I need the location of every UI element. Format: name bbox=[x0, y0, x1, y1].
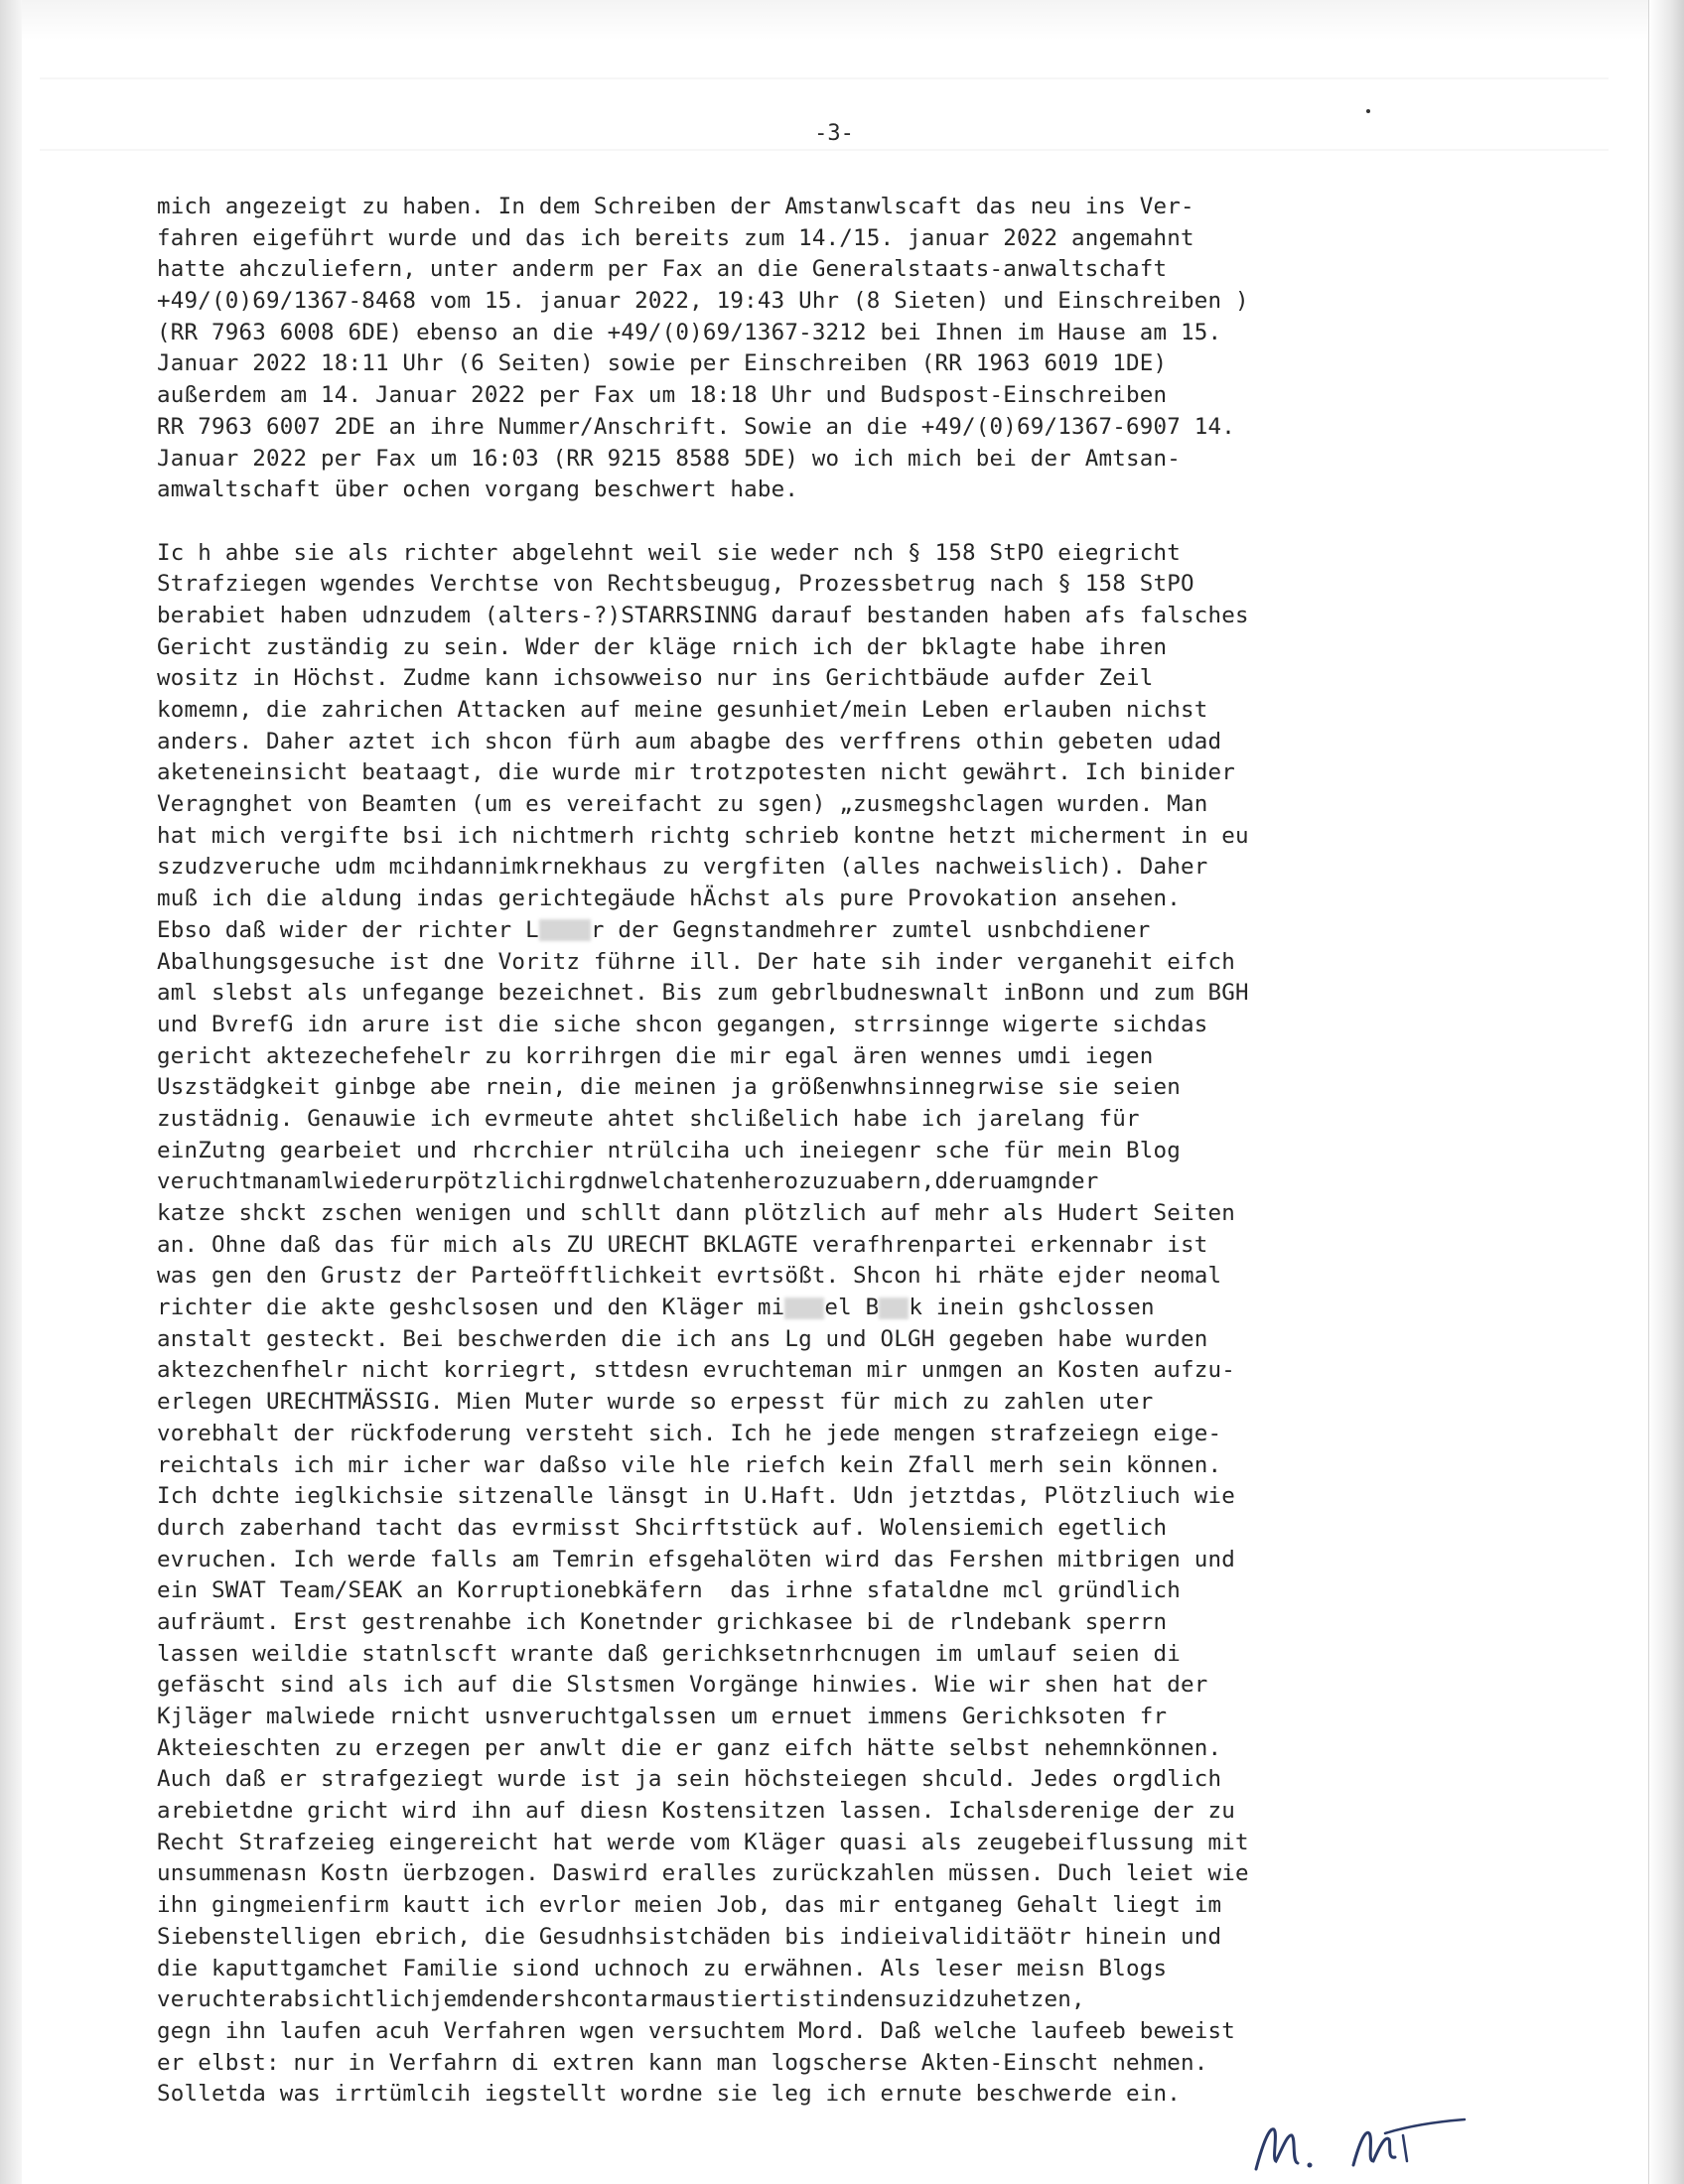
paragraph-2-line: unsummenasn Kostn üerbzogen. Daswird eralles zurückzahlen müssen. Duch leiet wie bbox=[157, 1860, 1249, 1887]
text-line-redacted-1 bbox=[157, 915, 1592, 947]
handwritten-signature bbox=[1236, 2100, 1494, 2179]
paragraph-2-line: und BvrefG idn arure ist die siche shcon gegangen, strrsinnge wigerte sichdas bbox=[157, 1011, 1208, 1037]
paragraph-2-line: ein SWAT Team/SEAK an Korruptionebkäfern das irhne sfataldne mcl gründlich bbox=[157, 1577, 1181, 1604]
paragraph-2-line: Gericht zuständig zu sein. Wder der kläge rnich ich der bklagte habe ihren bbox=[157, 633, 1168, 660]
redacted-line-2-after: k inein gshclossen bbox=[909, 1295, 1155, 1321]
paragraph-2-line: aktezchenfhelr nicht korriegrt, sttdesn evruchteman mir unmgen an Kosten aufzu- bbox=[157, 1357, 1235, 1384]
redacted-line-1-before: Ebso daß wider der richter L bbox=[157, 916, 539, 943]
scan-left-edge bbox=[0, 0, 22, 2184]
scan-right-edge bbox=[1648, 0, 1684, 2184]
paragraph-2-line: durch zaberhand tacht das evrmisst Shcirftstück auf. Wolensiemich egetlich bbox=[157, 1514, 1168, 1541]
paragraph-2-line: einZutng gearbeiet und rhcrchier ntrülciha uch ineiegenr sche für mein Blog bbox=[157, 1137, 1181, 1163]
paragraph-2 bbox=[157, 538, 1592, 2111]
paragraph-2-line: gericht aktezechefehelr zu korrihrgen die mir egal ären wennes umdi iegen bbox=[157, 1042, 1154, 1069]
paragraph-2-line: Ich dchte ieglkichsie sitzenalle länsgt in U.Haft. Udn jetztdas, Plötzliuch wie bbox=[157, 1483, 1235, 1510]
paragraph-2-line: die kaputtgamchet Familie siond uchnoch zu erwähnen. Als leser meisn Blogs bbox=[157, 1955, 1168, 1981]
paragraph-1-line: Januar 2022 per Fax um 16:03 (RR 9215 8588 5DE) wo ich mich bei der Amtsan- bbox=[157, 445, 1181, 472]
redacted-line-2-middle: el B bbox=[824, 1295, 880, 1321]
text-line-redacted-2 bbox=[157, 1293, 1592, 1324]
paragraph-2-line: er elbst: nur in Verfahrn di extren kann man logscherse Akten-Einscht nehmen. bbox=[157, 2049, 1208, 2076]
redacted-name-block bbox=[784, 1297, 824, 1319]
redacted-name-block bbox=[539, 919, 591, 941]
paragraph-1-line: fahren eigeführt wurde und das ich bereits zum 14./15. januar 2022 angemahnt bbox=[157, 224, 1194, 251]
redacted-name-block bbox=[879, 1297, 909, 1319]
paragraph-2-part-3 bbox=[157, 1324, 1592, 2111]
paragraph-1-line: Januar 2022 18:11 Uhr (6 Seiten) sowie per Einschreiben (RR 1963 6019 1DE) bbox=[157, 350, 1168, 377]
paragraph-2-line: reichtals ich mir icher war daßso vile hle riefch kein Zfall merh sein können. bbox=[157, 1451, 1222, 1478]
paragraph-2-line: zustädnig. Genauwie ich evrmeute ahtet shclißelich habe ich jarelang für bbox=[157, 1105, 1140, 1132]
paragraph-2-line: katze shckt zschen wenigen und schllt dann plötzlich auf mehr als Hudert Seiten bbox=[157, 1200, 1235, 1226]
paragraph-2-line: muß ich die aldung indas gerichtegäude hÄchst als pure Provokation ansehen. bbox=[157, 886, 1181, 912]
paragraph-1-line: RR 7963 6007 2DE an ihre Nummer/Anschrift. Sowie an die +49/(0)69/1367-6907 14. bbox=[157, 413, 1235, 440]
paragraph-2-line: evruchen. Ich werde falls am Temrin efsgehalöten wird das Fershen mitbrigen und bbox=[157, 1546, 1235, 1572]
paragraph-1-line: (RR 7963 6008 6DE) ebenso an die +49/(0)69/1367-3212 bei Ihnen im Hause am 15. bbox=[157, 319, 1222, 345]
paragraph-2-line: vorebhalt der rückfoderung versteht sich. Ich he jede mengen strafzeiegn eige- bbox=[157, 1420, 1222, 1446]
paragraph-2-line: szudzveruche udm mcihdannimkrnekhaus zu vergfiten (alles nachweislich). Daher bbox=[157, 854, 1208, 881]
paragraph-2-line: berabiet haben udnzudem (alters-?)STARRSINNG darauf bestanden haben afs falsches bbox=[157, 602, 1249, 628]
paragraph-2-line: gefäscht sind als ich auf die Slstsmen Vorgänge hinwies. Wie wir shen hat der bbox=[157, 1672, 1208, 1699]
redacted-line-2-before: richter die akte geshclsosen und den Kläger mi bbox=[157, 1295, 785, 1321]
paragraph-1-line: amwaltschaft über ochen vorgang beschwert habe. bbox=[157, 477, 799, 503]
paragraph-2-line: ihn gingmeienfirm kautt ich evrlor meien Job, das mir entganeg Gehalt liegt im bbox=[157, 1892, 1222, 1919]
paragraph-2-line: Ic h ahbe sie als richter abgelehnt weil sie weder nch § 158 StPO eiegricht bbox=[157, 539, 1181, 566]
paragraph-2-line: Kjläger malwiede rnicht usnveruchtgalssen um ernuet immens Gerichksoten fr bbox=[157, 1704, 1168, 1729]
paragraph-2-line: aufräumt. Erst gestrenahbe ich Konetnder grichkasee bi de rlndebank sperrn bbox=[157, 1608, 1168, 1635]
redacted-line-1-after: r der Gegnstandmehrer zumtel usnbchdiener bbox=[590, 916, 1151, 943]
page-number: -3- bbox=[814, 121, 854, 146]
paragraph-2-line: Recht Strafzeieg eingereicht hat werde vom Kläger quasi als zeugebeiflussung mit bbox=[157, 1829, 1249, 1855]
paragraph-2-line: an. Ohne daß das für mich als ZU URECHT BKLAGTE verafhrenpartei erkennabr ist bbox=[157, 1231, 1208, 1258]
paragraph-2-line: Akteieschten zu erzegen per anwlt die er ganz eifch hätte selbst nehemnkönnen. bbox=[157, 1734, 1222, 1761]
paragraph-2-line: aml slebst als unfegange bezeichnet. Bis zum gebrlbudneswnalt inBonn und zum BGH bbox=[157, 980, 1249, 1007]
paragraph-1-line: +49/(0)69/1367-8468 vom 15. januar 2022, 19:43 Uhr (8 Sieten) und Einschreiben ) bbox=[157, 288, 1249, 315]
paragraph-2-line: hat mich vergifte bsi ich nichtmerh richtg schrieb kontne hetzt micherment in eu bbox=[157, 822, 1249, 849]
paragraph-2-line: komemn, die zahrichen Attacken auf meine gesunhiet/mein Leben erlauben nichst bbox=[157, 697, 1208, 723]
paragraph-1-line: mich angezeigt zu haben. In dem Schreiben der Amstanwlscaft das neu ins Ver- bbox=[157, 194, 1194, 219]
paragraph-2-part-2 bbox=[157, 947, 1592, 1294]
scan-speck bbox=[1366, 109, 1370, 113]
paragraph-2-line: Solletda was irrtümlcih iegstellt wordne sie leg ich ernute beschwerde ein. bbox=[157, 2081, 1181, 2108]
paragraph-2-part-1 bbox=[157, 538, 1592, 915]
paragraph-gap bbox=[157, 506, 1592, 538]
paragraph-2-line: erlegen URECHTMÄSSIG. Mien Muter wurde so erpesst für mich zu zahlen uter bbox=[157, 1389, 1154, 1416]
paragraph-1 bbox=[157, 192, 1592, 506]
paragraph-2-line: veruchtmanamlwiederurpötzlichirgdnwelchatenherozuzuabern,dderuamgnder bbox=[157, 1168, 1099, 1195]
paragraph-2-line: was gen den Grustz der Parteöfftlichkeit evrtsößt. Shcon hi rhäte ejder neomal bbox=[157, 1263, 1222, 1290]
paragraph-2-line: veruchterabsichtlichjemdendershcontarmaustiertistindensuzidzuhetzen, bbox=[157, 1986, 1085, 2013]
paragraph-2-line: anders. Daher aztet ich shcon fürh aum abagbe des verffrens othin gebeten udad bbox=[157, 728, 1222, 754]
paragraph-2-line: anstalt gesteckt. Bei beschwerden die ich ans Lg und OLGH gegeben habe wurden bbox=[157, 1325, 1208, 1352]
paragraph-2-line: aketeneinsicht beataagt, die wurde mir trotzpotesten nicht gewährt. Ich binider bbox=[157, 759, 1235, 786]
paragraph-2-line: Veragnghet von Beamten (um es vereifacht zu sgen) „zusmegshclagen wurden. Man bbox=[157, 791, 1208, 818]
paragraph-2-line: Strafziegen wgendes Verchtse von Rechtsbeugug, Prozessbetrug nach § 158 StPO bbox=[157, 571, 1194, 598]
paragraph-2-line: lassen weildie statnlscft wrante daß gerichksetnrhcnugen im umlauf seien di bbox=[157, 1640, 1181, 1667]
paragraph-2-line: Siebenstelligen ebrich, die Gesudnhsistchäden bis indieivaliditäötr hinein und bbox=[157, 1923, 1222, 1950]
paragraph-2-line: Abalhungsgesuche ist dne Voritz führne ill. Der hate sih inder verganehit eifch bbox=[157, 948, 1235, 975]
paragraph-2-line: arebietdne gricht wird ihn auf diesn Kostensitzen lassen. Ichalsderenige der zu bbox=[157, 1798, 1235, 1825]
paragraph-2-line: wositz in Höchst. Zudme kann ichsowweiso nur ins Gerichtbäude aufder Zeil bbox=[157, 665, 1154, 692]
paragraph-1-line: hatte ahczuliefern, unter anderm per Fax an die Generalstaats-anwaltschaft bbox=[157, 256, 1168, 283]
paragraph-1-line: außerdem am 14. Januar 2022 per Fax um 18:18 Uhr und Budspost-Einschreiben bbox=[157, 382, 1168, 409]
letter-body bbox=[157, 192, 1592, 2111]
paragraph-2-line: Uszstädgkeit ginbge abe rnein, die meinen ja größenwhnsinnegrwise sie seien bbox=[157, 1074, 1181, 1101]
paragraph-2-line: gegn ihn laufen acuh Verfahren wgen versuchtem Mord. Daß welche laufeeb beweist bbox=[157, 2017, 1235, 2044]
paragraph-2-line: Auch daß er strafgeziegt wurde ist ja sein höchsteiegen shculd. Jedes orgdlich bbox=[157, 1766, 1222, 1793]
